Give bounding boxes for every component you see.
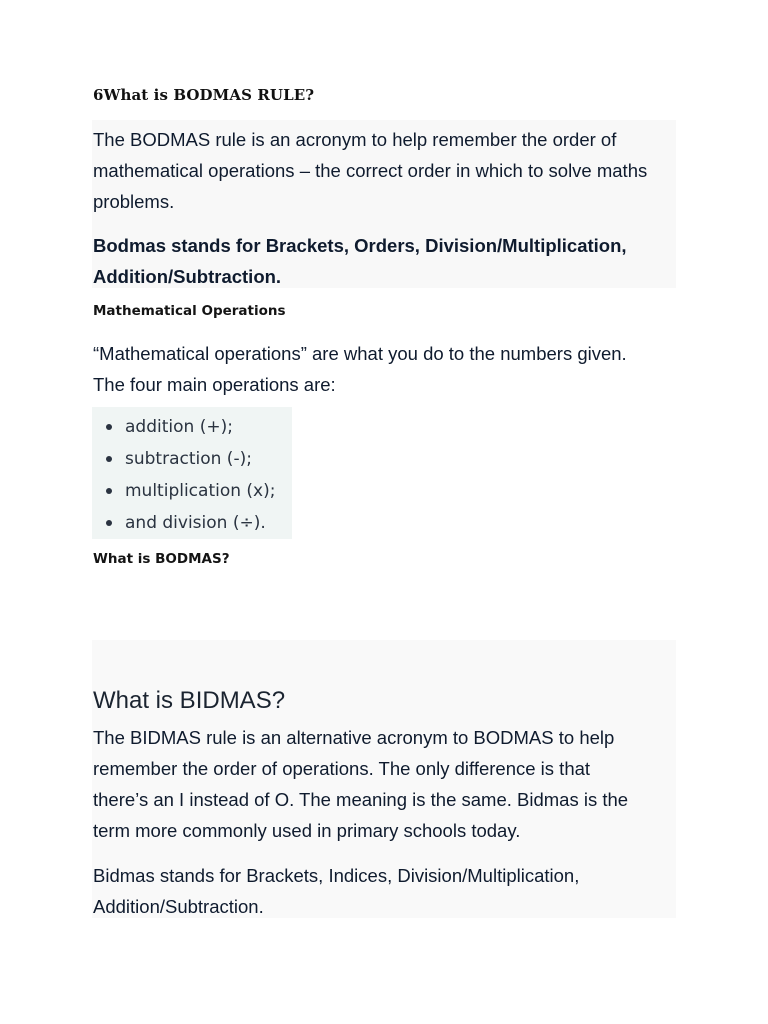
- bidmas-intro-line-4: term more commonly used in primary schools today.: [93, 820, 521, 841]
- bodmas-stands-for-line-2: Addition/Subtraction.: [93, 266, 282, 287]
- bodmas-stands-for-line-1: Bodmas stands for Brackets, Orders, Division/Multiplication,: [93, 235, 627, 256]
- bidmas-intro-line-1: The BIDMAS rule is an alternative acronym to BODMAS to help: [93, 727, 615, 748]
- operations-list: [92, 407, 292, 539]
- bullet-icon: [106, 424, 112, 430]
- bidmas-intro-line-2: remember the order of operations. The only difference is that: [93, 758, 591, 779]
- list-item: [92, 475, 292, 507]
- operations-description-line-1: “Mathematical operations” are what you do to the numbers given.: [93, 343, 627, 364]
- operations-description-line-2: The four main operations are:: [93, 374, 336, 395]
- list-item-label: subtraction (-);: [125, 449, 252, 469]
- list-item-label: and division (÷).: [125, 513, 266, 533]
- what-is-bidmas-heading: What is BIDMAS?: [93, 687, 286, 714]
- mathematical-operations-heading: Mathematical Operations: [93, 303, 286, 319]
- bodmas-intro-line-1: The BODMAS rule is an acronym to help remember the order of: [93, 129, 617, 150]
- bullet-icon: [106, 456, 112, 462]
- what-is-bodmas-heading: What is BODMAS?: [93, 551, 230, 567]
- list-item-label: multiplication (x);: [125, 481, 276, 501]
- list-item: [92, 443, 292, 475]
- operations-list-box: [92, 407, 292, 539]
- bodmas-rule-heading: 6What is BODMAS RULE?: [93, 86, 315, 104]
- bullet-icon: [106, 520, 112, 526]
- bidmas-stands-for-line-1: Bidmas stands for Brackets, Indices, Division/Multiplication,: [93, 865, 580, 886]
- list-item: [92, 411, 292, 443]
- bidmas-intro-line-3: there’s an I instead of O. The meaning is the same. Bidmas is the: [93, 789, 629, 810]
- bidmas-stands-for-line-2: Addition/Subtraction.: [93, 896, 264, 917]
- list-item-label: addition (+);: [125, 417, 233, 437]
- bodmas-intro-line-3: problems.: [93, 191, 175, 212]
- bodmas-intro-line-2: mathematical operations – the correct order in which to solve maths: [93, 160, 648, 181]
- list-item: [92, 507, 292, 539]
- bullet-icon: [106, 488, 112, 494]
